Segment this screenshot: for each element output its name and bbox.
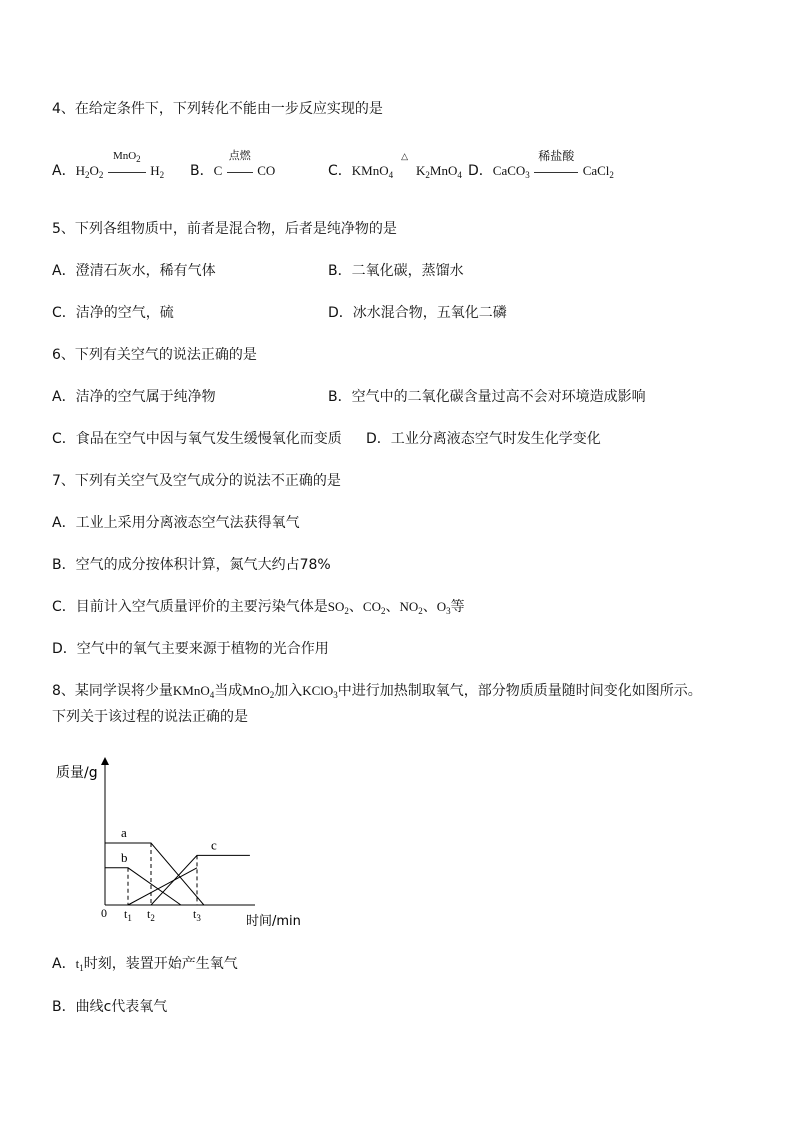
q8-option-a[interactable]: A．$t_1$时刻，装置开始产生氧气 [52,956,238,973]
q5-option-c[interactable]: C．洁净的空气，硫 [52,305,174,321]
q6-option-b[interactable]: B．空气中的二氧化碳含量过高不会对环境造成影响 [328,389,646,405]
series-a [105,843,204,905]
origin-label: 0 [101,906,107,920]
q4-option-d[interactable]: D．CaCO$_3$ 稀盐酸 CaCl$_2$ [468,149,614,180]
series-line-3 [128,868,197,905]
series-label-a: a [121,825,127,840]
q5-stem: 5、下列各组物质中，前者是混合物，后者是纯净物的是 [52,221,397,237]
q8-option-b[interactable]: B．曲线c代表氧气 [52,999,168,1015]
mass-time-chart [50,755,310,935]
q6-option-a[interactable]: A．洁净的空气属于纯净物 [52,389,216,405]
q6-option-d[interactable]: D．工业分离液态空气时发生化学变化 [366,431,601,447]
series-b [105,868,181,905]
q7-option-b[interactable]: B．空气的成分按体积计算，氮气大约占78% [52,557,331,573]
q5-option-a[interactable]: A．澄清石灰水，稀有气体 [52,263,216,279]
q5-option-b[interactable]: B．二氧化碳，蒸馏水 [328,263,464,279]
series-label-b: b [121,849,128,865]
q8-stem-line2: 下列关于该过程的说法正确的是 [52,709,248,725]
reaction-arrow: 点燃 [227,162,253,180]
series-label-c: c [211,837,217,853]
q7-option-d[interactable]: D．空气中的氧气主要来源于植物的光合作用 [52,641,329,657]
q4-option-c[interactable]: C．KMnO$_4$ △ $K_2MnO_4$ [328,151,462,180]
reaction-arrow: △ [398,162,412,180]
reaction-arrow: 稀盐酸 [534,162,578,180]
x-tick-label-2: $t_3$ [193,907,201,923]
q7-stem: 7、下列有关空气及空气成分的说法不正确的是 [52,473,341,489]
x-axis-label: 时间/min [246,914,301,929]
x-tick-label-1: $t_2$ [147,907,155,923]
q6-option-c[interactable]: C．食品在空气中因与氧气发生缓慢氧化而变质 [52,431,342,447]
q4-option-b[interactable]: B．C 点燃 CO [190,150,276,179]
q4-stem: 4、在给定条件下，下列转化不能由一步反应实现的是 [52,101,383,117]
q7-option-a[interactable]: A．工业上采用分离液态空气法获得氧气 [52,515,300,531]
series-c [151,855,250,905]
q6-stem: 6、下列有关空气的说法正确的是 [52,347,257,363]
x-tick-label-0: $t_1$ [124,907,132,923]
q5-option-d[interactable]: D．冰水混合物，五氧化二磷 [328,305,507,321]
q4-option-a[interactable]: A．$H_2O_2$ MnO$_2$ $H_2$ [52,150,165,180]
y-axis-label: 质量/g [56,765,98,781]
reaction-arrow: MnO$_2$ [108,162,146,180]
q7-option-c[interactable]: C．目前计入空气质量评价的主要污染气体是$SO_2$、$CO_2$、$NO_2$、$O_3$等 [52,599,465,616]
q8-stem-line1: 8、某同学误将少量KMnO$_4$当成MnO$_2$加入KClO$_3$中进行加热制取氧气，部分物质质量随时间变化如图所示。 [52,683,702,700]
